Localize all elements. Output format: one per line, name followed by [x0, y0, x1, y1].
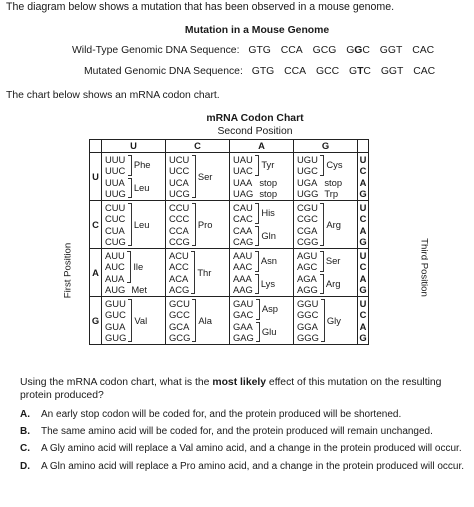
- corner-cell: [90, 140, 102, 153]
- amino-acid: Leu: [133, 218, 150, 230]
- bracket: [321, 299, 325, 343]
- codon: GGA: [297, 320, 318, 332]
- amino-acid: Ser: [325, 255, 341, 267]
- choice-text: The same amino acid will be coded for, and the protein produced will remain unchanged.: [41, 426, 433, 438]
- choice-letter: C.: [20, 443, 30, 455]
- codon: AGC: [297, 261, 318, 273]
- codon: AGU: [297, 249, 318, 261]
- codon: CUA: [105, 224, 125, 236]
- mutated-sequence: [84, 66, 442, 77]
- amino-acid: Val: [134, 314, 148, 326]
- codon: GGC: [297, 309, 319, 321]
- codon: UGG: [297, 187, 319, 199]
- codon: AGA: [297, 272, 317, 284]
- codon: CAC: [233, 213, 253, 225]
- mut-codon-2: CCA: [284, 66, 307, 77]
- codon-cell: [166, 249, 230, 297]
- wt-codon-4: GGC: [346, 45, 370, 56]
- third-position-base: U: [359, 297, 367, 309]
- question-text: Using the mRNA codon chart, what is the most likely effect of this mutation on the resulting protein produced?: [20, 377, 442, 401]
- bracket: [192, 203, 196, 247]
- choice-letter: B.: [20, 426, 30, 438]
- amino-acid: Thr: [197, 266, 212, 278]
- codon: AUC: [105, 261, 125, 273]
- bracket: [192, 155, 196, 199]
- genome-title: Mutation in a Mouse Genome: [184, 25, 330, 36]
- codon-cell: [102, 297, 166, 345]
- third-position-base: G: [359, 283, 367, 295]
- amino-acid: Cys: [326, 159, 343, 171]
- third-position-base: C: [359, 261, 367, 273]
- col-header-g: G: [294, 140, 358, 153]
- wt-highlighted-base: G: [354, 45, 363, 56]
- codon: UUC: [105, 165, 126, 177]
- codon-row: [90, 297, 369, 345]
- codon: CGC: [297, 213, 318, 225]
- codon: CAU: [233, 201, 253, 213]
- codon: GAA: [233, 320, 253, 332]
- choice-text: A Gly amino acid will replace a Val amino acid, and a change in the protein produced will occur.: [41, 443, 462, 455]
- codon: GCC: [169, 309, 190, 321]
- codon-cell: [166, 153, 230, 201]
- first-position-base: G: [90, 297, 102, 345]
- codon: UUG: [105, 187, 126, 199]
- third-position-base: A: [359, 224, 367, 236]
- third-position-base: G: [359, 187, 367, 199]
- codon: GUU: [105, 297, 126, 309]
- codon-row: [90, 153, 369, 201]
- amino-acid: Gln: [261, 230, 276, 242]
- choice-c[interactable]: [20, 443, 470, 454]
- third-position-base: U: [359, 153, 367, 165]
- codon-chart-title: mRNA Codon Chart: [206, 113, 304, 124]
- mutated-label: Mutated Genomic DNA Sequence:: [84, 66, 243, 77]
- first-position-label: First Position: [62, 242, 74, 299]
- bracket: [255, 251, 259, 272]
- mut-codon-4: GTC: [348, 66, 371, 77]
- codon: GGU: [297, 297, 319, 309]
- amino-acid: stop: [324, 176, 343, 188]
- codon: UCC: [169, 165, 190, 177]
- codon-header-row: [90, 140, 369, 153]
- codon: ACG: [169, 283, 190, 295]
- bracket: [320, 274, 324, 295]
- amino-acid: Asn: [260, 255, 277, 267]
- codon: AUU: [105, 249, 125, 261]
- codon: GAG: [233, 331, 254, 343]
- third-position-base: A: [359, 272, 367, 284]
- first-position-base: A: [90, 249, 102, 297]
- third-position-base: C: [359, 165, 367, 177]
- mut-codon-3: GCC: [315, 66, 340, 77]
- codon: CGU: [297, 201, 318, 213]
- wild-type-label: Wild-Type Genomic DNA Sequence:: [72, 45, 240, 56]
- codon-row: [90, 249, 369, 297]
- codon: AAU: [233, 249, 253, 261]
- codon-cell: [102, 249, 166, 297]
- choice-d[interactable]: [20, 461, 470, 472]
- mut-codon-6: CAC: [413, 66, 436, 77]
- codon: GUC: [105, 309, 126, 321]
- amino-acid: Trp: [324, 187, 339, 199]
- codon: CUG: [105, 235, 126, 247]
- third-position-base: G: [359, 331, 367, 343]
- bracket: [255, 203, 259, 224]
- codon: AUA: [105, 272, 125, 284]
- codon-chart-table: [89, 139, 369, 345]
- choice-letter: A.: [20, 409, 30, 420]
- amino-acid: stop: [259, 187, 278, 199]
- codon: UUU: [105, 153, 126, 165]
- codon-cell: [230, 249, 294, 297]
- bracket: [320, 203, 324, 247]
- codon: CUC: [105, 213, 126, 225]
- second-position-label: Second Position: [217, 126, 293, 137]
- codon: UAG: [233, 187, 254, 199]
- codon: UUA: [105, 176, 125, 188]
- bracket: [128, 203, 132, 247]
- first-position-base: C: [90, 201, 102, 249]
- third-position-base: U: [359, 201, 367, 213]
- amino-acid: stop: [259, 176, 278, 188]
- codon: UAC: [233, 165, 253, 177]
- codon-cell: [102, 153, 166, 201]
- codon: ACC: [169, 261, 189, 273]
- codon: GCU: [169, 297, 190, 309]
- codon: GAU: [233, 297, 254, 309]
- first-position-base: U: [90, 153, 102, 201]
- codon-cell: [294, 153, 358, 201]
- third-position-base: A: [359, 176, 367, 188]
- codon: GGG: [297, 331, 319, 343]
- codon-cell: [102, 201, 166, 249]
- codon-cell: [166, 201, 230, 249]
- codon-cell: [230, 153, 294, 201]
- amino-acid: Arg: [325, 278, 341, 290]
- codon: ACA: [169, 272, 189, 284]
- codon: UGU: [297, 153, 318, 165]
- codon: UAU: [233, 153, 253, 165]
- codon: UCG: [169, 187, 190, 199]
- wt-codon-6: CAC: [412, 45, 435, 56]
- mut-codon-5: GGT: [380, 66, 404, 77]
- amino-acid: Gly: [326, 314, 341, 326]
- codon: GUA: [105, 320, 126, 332]
- third-position-base: C: [359, 213, 367, 225]
- codon: GAC: [233, 309, 254, 321]
- codon: GCA: [169, 320, 190, 332]
- amino-acid: Pro: [197, 218, 213, 230]
- codon: CGA: [297, 224, 318, 236]
- choice-text: A Gln amino acid will replace a Pro amino acid, and a change in the protein produced will occur.: [41, 460, 465, 472]
- codon: AAA: [233, 272, 252, 284]
- amino-acid: Tyr: [261, 159, 275, 171]
- col-header-c: C: [166, 140, 230, 153]
- wt-codon-2: CCA: [280, 45, 303, 56]
- codon: CCU: [169, 201, 190, 213]
- codon: UAA: [233, 176, 253, 188]
- choice-b[interactable]: [20, 426, 470, 437]
- third-position-bases: [358, 153, 369, 201]
- chart-intro-text: The chart below shows an mRNA codon chart.: [6, 90, 220, 101]
- question-emphasis: most likely: [212, 377, 267, 388]
- amino-acid: Met: [131, 283, 147, 295]
- third-position-base: U: [359, 249, 367, 261]
- choice-a[interactable]: [20, 409, 470, 420]
- codon: ACU: [169, 249, 189, 261]
- amino-acid: Arg: [326, 218, 341, 230]
- mut-highlighted-base: T: [357, 66, 364, 77]
- amino-acid: Ser: [197, 170, 213, 182]
- bracket: [255, 155, 259, 176]
- codon: GCG: [169, 331, 191, 343]
- intro-text: The diagram below shows a mutation that has been observed in a mouse genome.: [6, 1, 395, 13]
- bracket: [128, 299, 132, 343]
- bracket: [255, 226, 259, 247]
- wt-codon-1: GTG: [248, 45, 271, 56]
- third-position-label: Third Position: [418, 238, 430, 297]
- third-position-base: A: [359, 320, 367, 332]
- codon: CCG: [169, 235, 190, 247]
- bracket: [128, 178, 132, 199]
- amino-acid: Ala: [198, 314, 212, 326]
- wild-type-sequence: [72, 45, 441, 56]
- codon: AAC: [233, 261, 253, 273]
- codon-cell: [230, 297, 294, 345]
- bracket: [320, 251, 324, 272]
- codon: GUG: [105, 331, 127, 343]
- codon-cell: [294, 201, 358, 249]
- amino-acid: Lys: [260, 278, 276, 290]
- bracket: [256, 299, 260, 320]
- bracket: [256, 322, 260, 343]
- third-position-base: G: [359, 235, 367, 247]
- codon: UCA: [169, 176, 189, 188]
- codon: AGG: [297, 283, 318, 295]
- codon-cell: [230, 201, 294, 249]
- third-position-base: C: [359, 309, 367, 321]
- codon-cell: [166, 297, 230, 345]
- amino-acid: Phe: [133, 159, 151, 171]
- codon-cell: [294, 297, 358, 345]
- codon: UGC: [297, 165, 318, 177]
- third-position-bases: [358, 297, 369, 345]
- codon: AAG: [233, 283, 253, 295]
- wt-codon-5: GGT: [379, 45, 403, 56]
- bracket: [320, 155, 324, 176]
- choice-text: An early stop codon will be coded for, and the protein produced will be shortened.: [41, 409, 402, 420]
- amino-acid: His: [261, 207, 275, 219]
- mut-codon-1: GTG: [251, 66, 275, 77]
- answer-choices: [20, 409, 470, 478]
- bracket: [191, 251, 195, 295]
- amino-acid: Leu: [133, 182, 150, 194]
- wt-codon-3: GCG: [312, 45, 337, 56]
- col-header-u: U: [102, 140, 166, 153]
- codon: CAA: [233, 224, 253, 236]
- col-header-a: A: [230, 140, 294, 153]
- codon: CUU: [105, 201, 126, 213]
- bracket: [128, 155, 132, 176]
- amino-acid: Ile: [133, 261, 144, 273]
- amino-acid: Asp: [261, 303, 278, 315]
- corner-cell-right: [358, 140, 369, 153]
- codon-row: [90, 201, 369, 249]
- codon: UGA: [297, 176, 318, 188]
- codon: AUG: [105, 283, 126, 295]
- third-position-bases: [358, 201, 369, 249]
- codon: UCU: [169, 153, 190, 165]
- third-position-bases: [358, 249, 369, 297]
- codon: CGG: [297, 235, 319, 247]
- codon-cell: [294, 249, 358, 297]
- bracket: [192, 299, 196, 343]
- codon: CCA: [169, 224, 189, 236]
- codon: CCC: [169, 213, 190, 225]
- choice-letter: D.: [20, 460, 30, 472]
- bracket: [255, 274, 259, 295]
- bracket: [127, 251, 131, 283]
- codon: CAG: [233, 235, 254, 247]
- amino-acid: Glu: [261, 326, 277, 338]
